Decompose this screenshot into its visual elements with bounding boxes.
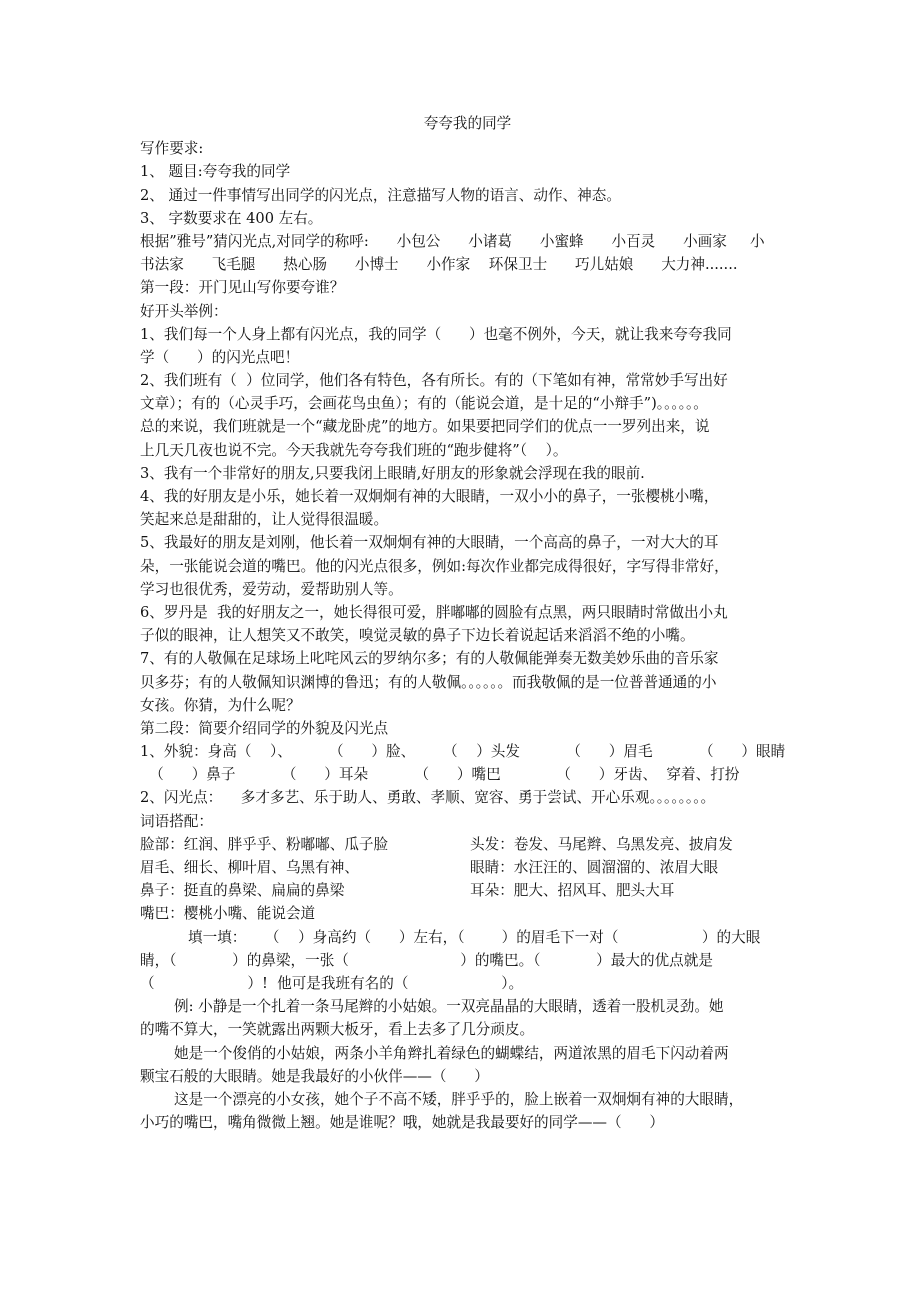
text-line: 笑起来总是甜甜的，让人觉得很温暖。 — [140, 511, 389, 529]
example-line: 颗宝石般的大眼睛。她是我最好的小伙伴——（ ） — [140, 1067, 489, 1085]
text-line: 1、 题目:夸夸我的同学 — [140, 163, 291, 181]
text-line: 根据”雅号”猜闪光点,对同学的称呼: 小包公 小诸葛 小蜜蜂 小百灵 小画家 小 — [140, 232, 765, 250]
page-title: 夸夸我的同学 — [423, 115, 512, 132]
text-line: 子似的眼神，让人想笑又不敢笑，嗅觉灵敏的鼻子下边长着说起话来滔滔不绝的小嘴。 — [140, 627, 695, 645]
example-line: 这是一个漂亮的小女孩，她个子不高不矮，胖乎乎的，脸上嵌着一双炯炯有神的大眼睛， — [174, 1090, 744, 1108]
fill-blank-line: 填一填： （ ）身高约（ ）左右，（ ）的眉毛下一对（ ）的大眼 — [188, 928, 761, 946]
collocation-right: 耳朵：肥大、招风耳、肥头大耳 — [470, 882, 675, 900]
text-line: 1、我们每一个人身上都有闪光点，我的同学（ ）也毫不例外，今天，就让我来夸夸我同 — [140, 325, 732, 343]
text-line: 学（ ）的闪光点吧！ — [140, 348, 300, 366]
document-body — [140, 112, 785, 1134]
text-line: 5、我最好的朋友是刘刚，他长着一双炯炯有神的大眼睛，一个高高的鼻子，一对大大的耳 — [140, 534, 719, 552]
example-line: 小巧的嘴巴，嘴角微微上翘。她是谁呢？哦，她就是我最要好的同学——（ ） — [140, 1114, 665, 1132]
collocation-left: 眉毛、细长、柳叶眉、乌黑有神、 — [140, 859, 359, 876]
text-line: 2、 通过一件事情写出同学的闪光点，注意描写人物的语言、动作、神态。 — [140, 186, 621, 204]
text-line: （ ）鼻子 （ ）耳朵 （ ）嘴巴 （ ）牙齿、 穿着、打扮 — [140, 766, 740, 784]
collocation-left: 鼻子：挺直的鼻梁、扁扁的鼻梁 — [140, 882, 345, 900]
text-line: 总的来说，我们班就是一个“藏龙卧虎”的地方。如果要把同学们的优点一一罗列出来，说 — [140, 418, 710, 436]
collocation-row — [140, 856, 785, 879]
example-line: 的嘴不算大，一笑就露出两颗大板牙，看上去多了几分顽皮。 — [140, 1021, 535, 1039]
text-line: 上几天几夜也说不完。今天我就先夸夸我们班的“跑步健将”（ ）。 — [140, 441, 568, 459]
text-line: 2、闪光点： 多才多艺、乐于助人、勇敢、孝顺、宽容、勇于尝试、开心乐观。。。。。。。。 — [140, 789, 716, 807]
text-line: 4、我的好朋友是小乐，她长着一双炯炯有神的大眼睛，一双小小的鼻子，一张樱桃小嘴， — [140, 488, 719, 505]
text-line: 词语搭配： — [140, 812, 213, 830]
text-line: 女孩。你猜，为什么呢？ — [140, 696, 301, 714]
collocation-row — [140, 879, 785, 902]
collocation-left: 脸部：红润、胖乎乎、粉嘟嘟、瓜子脸 — [140, 835, 389, 853]
text-line: 2、我们班有（ ）位同学，他们各有特色，各有所长。有的（下笔如有神，常常妙手写出好 — [140, 372, 728, 390]
text-line: 1、外貌：身高（ ）、 （ ）脸、 （ ）头发 （ ）眉毛 （ ）眼睛 — [140, 743, 785, 761]
fill-blank-line: （ ）! 他可是我班有名的（ ）。 — [140, 974, 524, 992]
text-line: 3、 字数要求在 400 左右。 — [140, 209, 323, 227]
text-line: 嘴巴：樱桃小嘴、能说会道 — [140, 905, 316, 923]
text-line: 写作要求: — [140, 140, 204, 158]
collocation-right: 头发：卷发、马尾辫、乌黑发亮、披肩发 — [470, 835, 733, 853]
text-line: 书法家 飞毛腿 热心肠 小博士 小作家 环保卫士 巧儿姑娘 大力神....... — [140, 256, 738, 274]
example-line: 例: 小静是一个扎着一条马尾辫的小姑娘。一双亮晶晶的大眼睛，透着一股机灵劲。她 — [174, 998, 724, 1016]
text-line: 文章）；有的（心灵手巧，会画花鸟虫鱼）；有的（能说会道，是十足的“小辩手”)。。。。。。 — [140, 395, 708, 413]
collocation-row — [140, 833, 785, 856]
fill-blank-line: 睛，（ ）的鼻梁，一张（ ）的嘴巴。（ ）最大的优点就是 — [140, 951, 713, 969]
example-line: 她是一个俊俏的小姑娘，两条小羊角辫扎着绿色的蝴蝶结，两道浓黑的眉毛下闪动着两 — [174, 1044, 729, 1062]
text-line: 6、罗丹是 我的好朋友之一，她长得很可爱，胖嘟嘟的圆脸有点黑，两只眼睛时常做出小丸 — [140, 603, 728, 621]
text-line: 贝多芬；有的人敬佩知识渊博的鲁迅；有的人敬佩。。。。。。而我敬佩的是一位普普通通的小 — [140, 673, 717, 691]
text-line: 7、有的人敬佩在足球场上叱咤风云的罗纳尔多；有的人敬佩能弹奏无数美妙乐曲的音乐家 — [140, 650, 719, 668]
section-heading: 第二段：简要介绍同学的外貌及闪光点 — [140, 719, 389, 737]
text-line: 学习也很优秀，爱劳动，爱帮助别人等。 — [140, 580, 403, 598]
text-line: 3、我有一个非常好的朋友,只要我闭上眼睛,好朋友的形象就会浮现在我的眼前. — [140, 464, 645, 482]
text-line: 好开头举例： — [140, 302, 228, 320]
collocation-right: 眼睛：水汪汪的、圆溜溜的、浓眉大眼 — [470, 859, 719, 876]
text-line: 朵，一张能说会道的嘴巴。他的闪光点很多，例如:每次作业都完成得很好，字写得非常好， — [140, 557, 729, 575]
section-heading: 第一段：开门见山写你要夸谁？ — [140, 279, 345, 297]
